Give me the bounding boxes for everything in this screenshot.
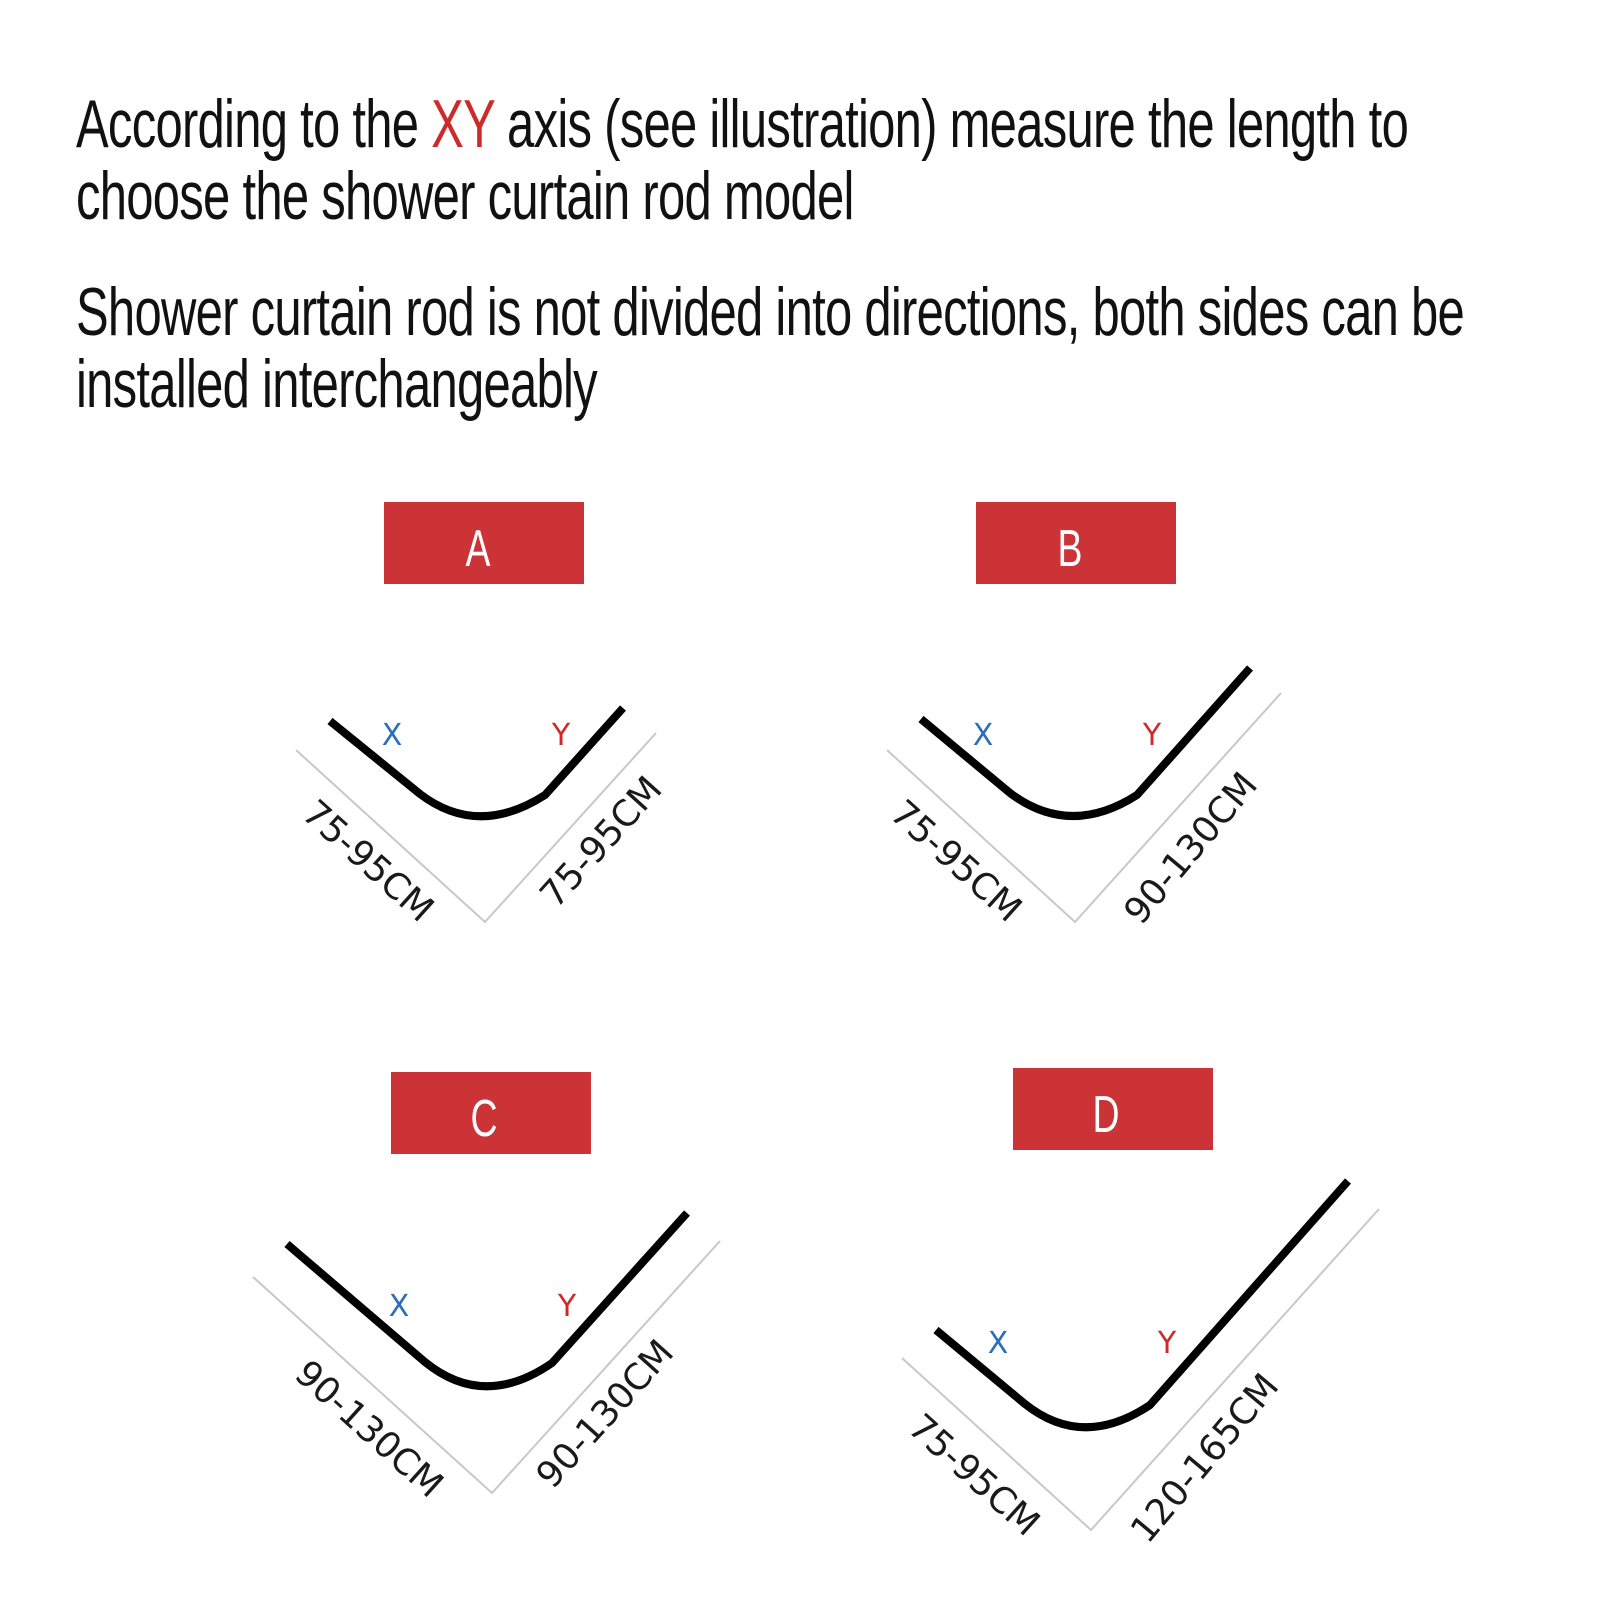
model-a-x-range: 75-95CM xyxy=(294,792,442,931)
model-d-y-label: Y xyxy=(1157,1326,1177,1361)
model-a-rod xyxy=(330,708,623,816)
model-b-y-range: 90-130CM xyxy=(1116,765,1266,933)
model-c xyxy=(253,1072,720,1506)
model-d-x-label: X xyxy=(987,1326,1009,1361)
model-c-y-label: Y xyxy=(557,1289,577,1324)
model-c-x-range: 90-130CM xyxy=(286,1352,451,1507)
model-a-y-range: 75-95CM xyxy=(532,768,671,916)
instruction-direction-line1: Shower curtain rod is not divided into directions, both sides can be xyxy=(76,274,1465,350)
model-c-label: C xyxy=(470,1088,498,1148)
model-b-y-label: Y xyxy=(1142,718,1162,753)
model-a-y-label: Y xyxy=(551,718,571,753)
model-b-x-label: X xyxy=(972,718,994,753)
model-b-label: B xyxy=(1057,518,1083,578)
instruction-measure-rest: axis (see illustration) measure the length to xyxy=(494,86,1409,162)
model-c-x-label: X xyxy=(388,1289,410,1324)
model-c-y-range: 90-130CM xyxy=(528,1332,683,1497)
model-a xyxy=(294,502,670,930)
model-b-x-range: 75-95CM xyxy=(882,792,1030,931)
model-d-rod xyxy=(936,1181,1348,1427)
model-a-x-label: X xyxy=(381,718,403,753)
model-d-x-range: 75-95CM xyxy=(900,1406,1048,1545)
model-d-label: D xyxy=(1092,1084,1120,1144)
model-d-y-range: 120-165CM xyxy=(1123,1366,1288,1551)
model-d xyxy=(900,1068,1379,1551)
instruction-measure-start: According to the xyxy=(76,86,432,162)
instruction-measure-line2: choose the shower curtain rod model xyxy=(76,158,854,234)
model-b xyxy=(882,502,1281,932)
xy-highlight: XY xyxy=(431,86,495,162)
instruction-direction-line2: installed interchangeably xyxy=(76,346,597,422)
model-b-rod xyxy=(921,668,1250,816)
model-a-label: A xyxy=(465,518,491,578)
